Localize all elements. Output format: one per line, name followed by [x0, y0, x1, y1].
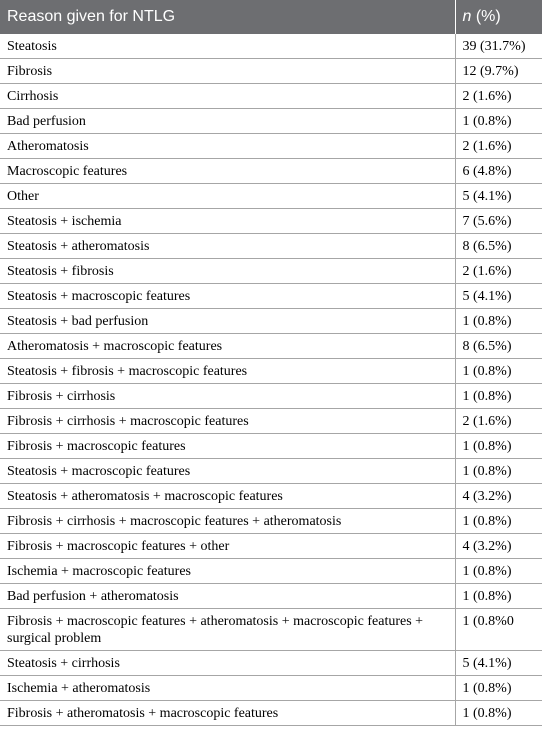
table-row: [0, 259, 542, 284]
reason-cell: Atheromatosis + macroscopic features: [0, 334, 455, 359]
count-cell: 1 (0.8%): [455, 434, 542, 459]
count-cell: 1 (0.8%): [455, 676, 542, 701]
reason-cell: Fibrosis + cirrhosis + macroscopic features: [0, 409, 455, 434]
table-row: [0, 134, 542, 159]
table-row: [0, 676, 542, 701]
reason-cell: Fibrosis + macroscopic features + atheromatosis + macroscopic features + surgical problem: [0, 609, 455, 651]
table-row: [0, 309, 542, 334]
count-cell: 1 (0.8%): [455, 309, 542, 334]
table-row: [0, 559, 542, 584]
count-cell: 8 (6.5%): [455, 234, 542, 259]
reason-cell: Ischemia + atheromatosis: [0, 676, 455, 701]
count-cell: 1 (0.8%): [455, 459, 542, 484]
table-row: [0, 84, 542, 109]
reason-cell: Fibrosis + macroscopic features: [0, 434, 455, 459]
table-row: [0, 59, 542, 84]
count-cell: 1 (0.8%0: [455, 609, 542, 651]
reason-cell: Macroscopic features: [0, 159, 455, 184]
count-cell: 1 (0.8%): [455, 509, 542, 534]
reason-cell: Other: [0, 184, 455, 209]
reason-cell: Fibrosis + macroscopic features + other: [0, 534, 455, 559]
count-cell: 1 (0.8%): [455, 701, 542, 726]
reason-cell: Steatosis + bad perfusion: [0, 309, 455, 334]
table-row: [0, 209, 542, 234]
count-cell: 2 (1.6%): [455, 259, 542, 284]
column-header-reason: Reason given for NTLG: [0, 0, 455, 34]
column-header-percent: (%): [471, 8, 501, 25]
reason-cell: Steatosis + fibrosis: [0, 259, 455, 284]
table-row: [0, 459, 542, 484]
table-row: [0, 409, 542, 434]
count-cell: 7 (5.6%): [455, 209, 542, 234]
table-row: [0, 184, 542, 209]
reason-cell: Steatosis + macroscopic features: [0, 459, 455, 484]
table-header-row: [0, 0, 542, 34]
count-cell: 1 (0.8%): [455, 384, 542, 409]
table-row: [0, 284, 542, 309]
table-row: [0, 359, 542, 384]
count-cell: 8 (6.5%): [455, 334, 542, 359]
count-cell: 6 (4.8%): [455, 159, 542, 184]
table-body: [0, 34, 542, 726]
column-header-n: n: [462, 8, 472, 25]
count-cell: 4 (3.2%): [455, 534, 542, 559]
count-cell: 1 (0.8%): [455, 559, 542, 584]
reason-cell: Atheromatosis: [0, 134, 455, 159]
table-row: [0, 34, 542, 59]
reason-cell: Steatosis + atheromatosis: [0, 234, 455, 259]
reason-cell: Bad perfusion: [0, 109, 455, 134]
reason-cell: Steatosis + ischemia: [0, 209, 455, 234]
count-cell: 5 (4.1%): [455, 184, 542, 209]
table-row: [0, 701, 542, 726]
count-cell: 1 (0.8%): [455, 584, 542, 609]
reason-cell: Fibrosis + atheromatosis + macroscopic features: [0, 701, 455, 726]
table-row: [0, 384, 542, 409]
count-cell: 39 (31.7%): [455, 34, 542, 59]
reason-cell: Steatosis: [0, 34, 455, 59]
table-row: [0, 534, 542, 559]
count-cell: 2 (1.6%): [455, 134, 542, 159]
count-cell: 2 (1.6%): [455, 409, 542, 434]
reason-cell: Fibrosis: [0, 59, 455, 84]
reason-cell: Fibrosis + cirrhosis: [0, 384, 455, 409]
table-row: [0, 234, 542, 259]
table-row: [0, 109, 542, 134]
count-cell: 1 (0.8%): [455, 109, 542, 134]
table-row: [0, 609, 542, 651]
reason-cell: Steatosis + macroscopic features: [0, 284, 455, 309]
reason-cell: Ischemia + macroscopic features: [0, 559, 455, 584]
reason-cell: Steatosis + cirrhosis: [0, 651, 455, 676]
reason-cell: Bad perfusion + atheromatosis: [0, 584, 455, 609]
table-row: [0, 484, 542, 509]
table-row: [0, 584, 542, 609]
table-row: [0, 434, 542, 459]
count-cell: 2 (1.6%): [455, 84, 542, 109]
column-header-count: [455, 0, 542, 34]
count-cell: 12 (9.7%): [455, 59, 542, 84]
count-cell: 4 (3.2%): [455, 484, 542, 509]
count-cell: 5 (4.1%): [455, 651, 542, 676]
count-cell: 1 (0.8%): [455, 359, 542, 384]
reason-cell: Fibrosis + cirrhosis + macroscopic features + atheromatosis: [0, 509, 455, 534]
reason-cell: Steatosis + atheromatosis + macroscopic features: [0, 484, 455, 509]
reason-cell: Cirrhosis: [0, 84, 455, 109]
table-row: [0, 159, 542, 184]
table-row: [0, 334, 542, 359]
table-row: [0, 509, 542, 534]
table-row: [0, 651, 542, 676]
reason-cell: Steatosis + fibrosis + macroscopic features: [0, 359, 455, 384]
count-cell: 5 (4.1%): [455, 284, 542, 309]
